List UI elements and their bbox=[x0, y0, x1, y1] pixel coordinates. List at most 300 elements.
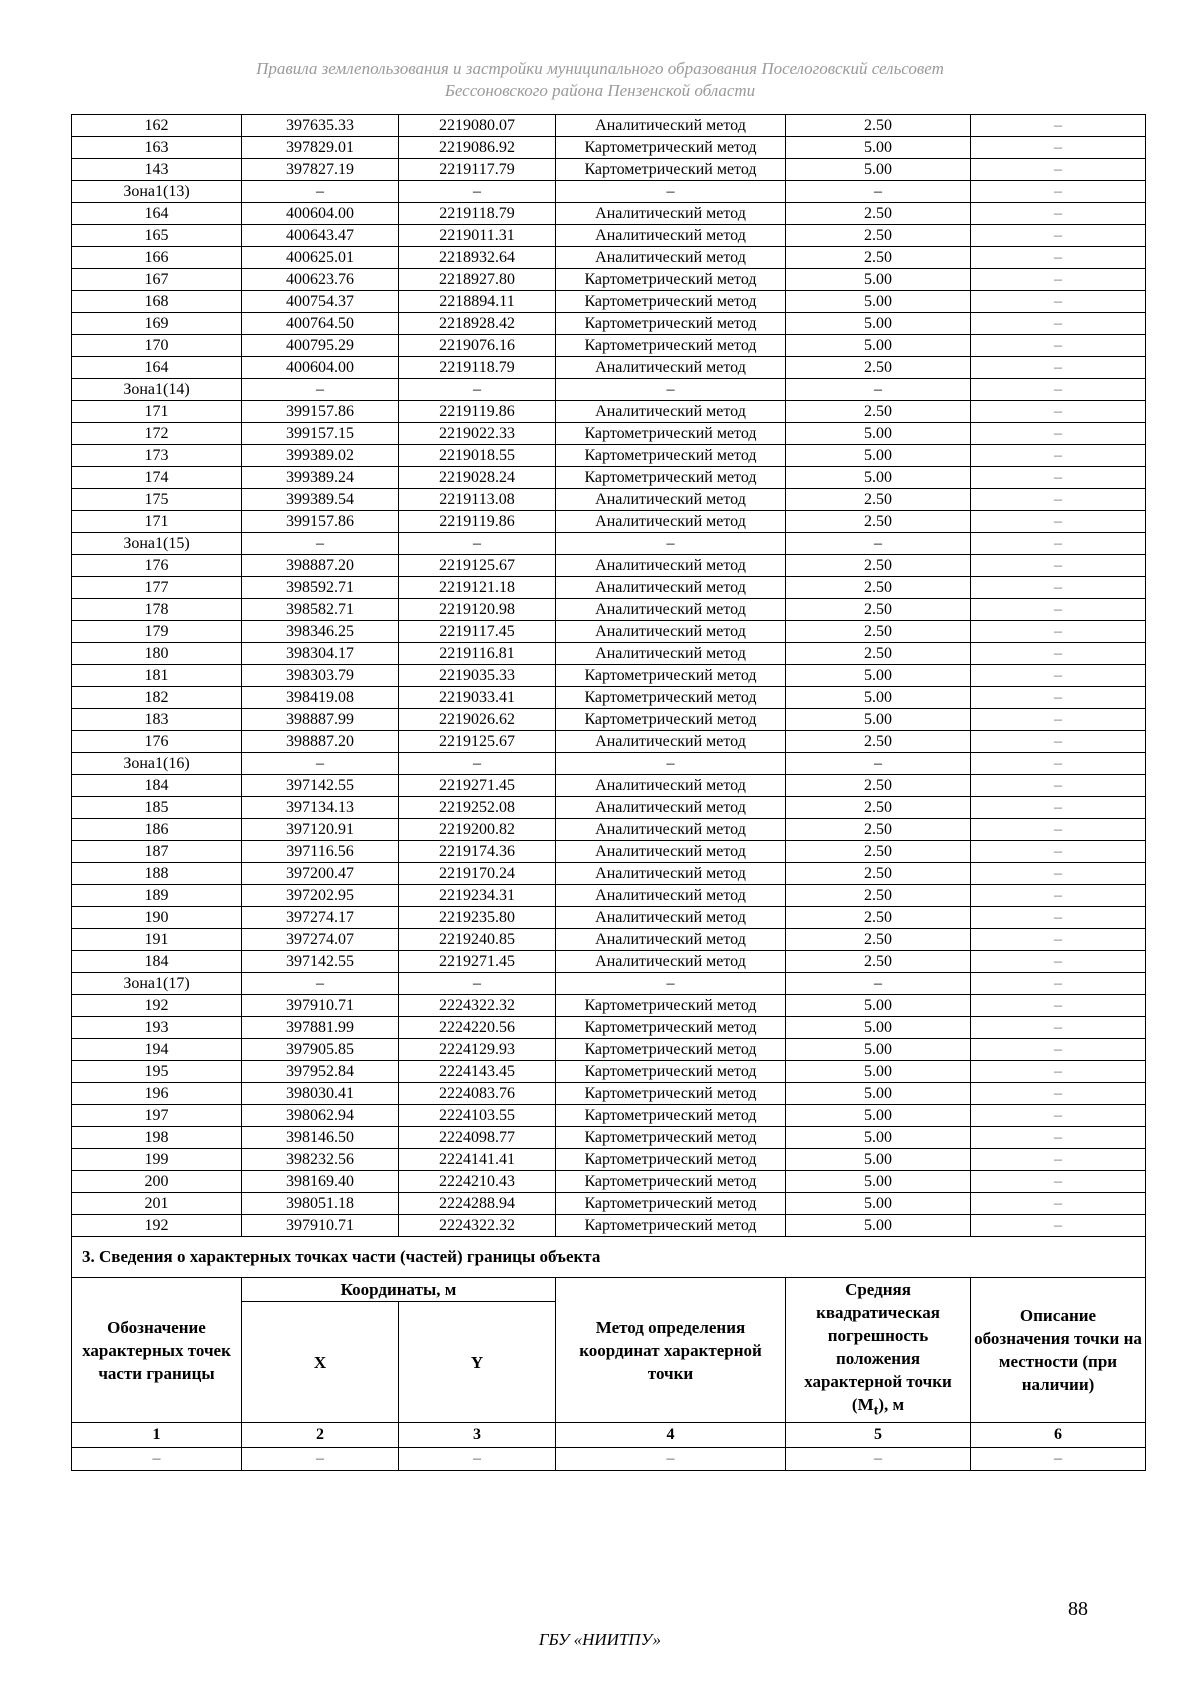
cell-coord-y: 2219121.18 bbox=[399, 577, 556, 599]
cell-point-id: 172 bbox=[72, 423, 242, 445]
cell-description: – bbox=[971, 951, 1146, 973]
cell-method: Аналитический метод bbox=[556, 797, 786, 819]
cell-coord-y: 2219086.92 bbox=[399, 137, 556, 159]
cell-coord-x: 397274.07 bbox=[242, 929, 399, 951]
cell-mean-error: 5.00 bbox=[786, 665, 971, 687]
header-mean-error-sub: t bbox=[873, 1402, 879, 1419]
cell-mean-error: 5.00 bbox=[786, 291, 971, 313]
cell-description: – bbox=[971, 357, 1146, 379]
cell-method: Картометрический метод bbox=[556, 291, 786, 313]
table-row bbox=[72, 1017, 1146, 1039]
header-mean-error bbox=[786, 1278, 971, 1423]
table-row bbox=[72, 269, 1146, 291]
cell-point-id: 190 bbox=[72, 907, 242, 929]
cell-mean-error: 2.50 bbox=[786, 951, 971, 973]
cell-mean-error: 2.50 bbox=[786, 203, 971, 225]
cell-point-id: 179 bbox=[72, 621, 242, 643]
cell-method: Картометрический метод bbox=[556, 1149, 786, 1171]
col-number-1: 1 bbox=[72, 1423, 242, 1448]
table-row bbox=[72, 467, 1146, 489]
cell-description: – bbox=[971, 1215, 1146, 1237]
cell-point-id: 168 bbox=[72, 291, 242, 313]
cell-description: – bbox=[971, 1083, 1146, 1105]
cell-mean-error: 5.00 bbox=[786, 1215, 971, 1237]
cell-coord-x: 397134.13 bbox=[242, 797, 399, 819]
cell-mean-error: 5.00 bbox=[786, 1083, 971, 1105]
cell-coord-x: 397905.85 bbox=[242, 1039, 399, 1061]
cell-coord-x: 397910.71 bbox=[242, 1215, 399, 1237]
cell-mean-error: 5.00 bbox=[786, 1171, 971, 1193]
cell-mean-error: 5.00 bbox=[786, 1127, 971, 1149]
table-row bbox=[72, 181, 1146, 203]
cell-coord-x: 398051.18 bbox=[242, 1193, 399, 1215]
table-row bbox=[72, 1215, 1146, 1237]
col-number-2: 2 bbox=[242, 1423, 399, 1448]
cell-method: Аналитический метод bbox=[556, 555, 786, 577]
cell-description: – bbox=[971, 181, 1146, 203]
cell-point-id: 182 bbox=[72, 687, 242, 709]
cell-mean-error: 5.00 bbox=[786, 335, 971, 357]
table-row bbox=[72, 885, 1146, 907]
header-y: Y bbox=[399, 1302, 556, 1423]
header-description: Описание обозначения точки на местности (при наличии) bbox=[971, 1278, 1146, 1423]
cell-description: – bbox=[971, 1127, 1146, 1149]
table-row bbox=[72, 533, 1146, 555]
cell-mean-error: 5.00 bbox=[786, 137, 971, 159]
cell-coord-x: 397120.91 bbox=[242, 819, 399, 841]
empty-cell: – bbox=[786, 1448, 971, 1471]
cell-coord-x: 397202.95 bbox=[242, 885, 399, 907]
table-row bbox=[72, 753, 1146, 775]
cell-coord-y: 2219076.16 bbox=[399, 335, 556, 357]
cell-mean-error: 2.50 bbox=[786, 885, 971, 907]
header-point-designation: Обозначение характерных точек части границы bbox=[72, 1278, 242, 1423]
cell-point-id: 197 bbox=[72, 1105, 242, 1127]
cell-mean-error: 2.50 bbox=[786, 797, 971, 819]
table-row bbox=[72, 555, 1146, 577]
cell-mean-error: 5.00 bbox=[786, 313, 971, 335]
cell-method: Аналитический метод bbox=[556, 643, 786, 665]
cell-description: – bbox=[971, 1193, 1146, 1215]
cell-coord-y: 2219033.41 bbox=[399, 687, 556, 709]
cell-description: – bbox=[971, 709, 1146, 731]
cell-coord-x: 397142.55 bbox=[242, 951, 399, 973]
table-row bbox=[72, 1083, 1146, 1105]
header-mean-error-unit: ), м bbox=[878, 1395, 905, 1414]
cell-point-id: 187 bbox=[72, 841, 242, 863]
cell-method: Аналитический метод bbox=[556, 203, 786, 225]
cell-mean-error: – bbox=[786, 181, 971, 203]
cell-mean-error: 5.00 bbox=[786, 1061, 971, 1083]
cell-description: – bbox=[971, 1039, 1146, 1061]
cell-point-id: 192 bbox=[72, 1215, 242, 1237]
cell-method: Аналитический метод bbox=[556, 489, 786, 511]
table-row bbox=[72, 1105, 1146, 1127]
cell-coord-x: 398592.71 bbox=[242, 577, 399, 599]
cell-coord-x: 398887.20 bbox=[242, 555, 399, 577]
cell-coord-y: 2219118.79 bbox=[399, 357, 556, 379]
cell-mean-error: 5.00 bbox=[786, 423, 971, 445]
table-row bbox=[72, 929, 1146, 951]
cell-method: Картометрический метод bbox=[556, 423, 786, 445]
table-row bbox=[72, 489, 1146, 511]
cell-method: Аналитический метод bbox=[556, 951, 786, 973]
cell-mean-error: 2.50 bbox=[786, 511, 971, 533]
running-header-line2: Бессоновского района Пензенской области bbox=[444, 81, 756, 100]
cell-coord-x: 397881.99 bbox=[242, 1017, 399, 1039]
cell-mean-error: 2.50 bbox=[786, 863, 971, 885]
cell-mean-error: 2.50 bbox=[786, 489, 971, 511]
cell-point-id: 173 bbox=[72, 445, 242, 467]
section3-title: 3. Сведения о характерных точках части (частей) границы объекта bbox=[72, 1237, 1146, 1278]
table-row bbox=[72, 1127, 1146, 1149]
cell-coord-x: – bbox=[242, 533, 399, 555]
cell-coord-x: 398887.20 bbox=[242, 731, 399, 753]
cell-method: Аналитический метод bbox=[556, 907, 786, 929]
table-row bbox=[72, 1061, 1146, 1083]
cell-description: – bbox=[971, 621, 1146, 643]
cell-mean-error: 2.50 bbox=[786, 401, 971, 423]
cell-coord-x: 400643.47 bbox=[242, 225, 399, 247]
cell-method: Картометрический метод bbox=[556, 687, 786, 709]
cell-coord-y: 2219035.33 bbox=[399, 665, 556, 687]
cell-description: – bbox=[971, 445, 1146, 467]
cell-point-id: 165 bbox=[72, 225, 242, 247]
cell-mean-error: 2.50 bbox=[786, 599, 971, 621]
cell-mean-error: 2.50 bbox=[786, 929, 971, 951]
cell-point-id: 195 bbox=[72, 1061, 242, 1083]
cell-method: Картометрический метод bbox=[556, 137, 786, 159]
table-row bbox=[72, 115, 1146, 137]
cell-description: – bbox=[971, 863, 1146, 885]
cell-coord-y: – bbox=[399, 379, 556, 401]
cell-coord-y: 2219235.80 bbox=[399, 907, 556, 929]
cell-method: Аналитический метод bbox=[556, 401, 786, 423]
cell-method: Аналитический метод bbox=[556, 115, 786, 137]
cell-description: – bbox=[971, 467, 1146, 489]
section3-empty-row bbox=[72, 1448, 1146, 1471]
cell-method: – bbox=[556, 379, 786, 401]
cell-coord-y: – bbox=[399, 533, 556, 555]
cell-mean-error: 5.00 bbox=[786, 687, 971, 709]
table-row bbox=[72, 159, 1146, 181]
empty-cell: – bbox=[242, 1448, 399, 1471]
cell-coord-x: 398304.17 bbox=[242, 643, 399, 665]
cell-mean-error: 2.50 bbox=[786, 357, 971, 379]
cell-method: Картометрический метод bbox=[556, 1193, 786, 1215]
cell-description: – bbox=[971, 379, 1146, 401]
cell-point-id: 194 bbox=[72, 1039, 242, 1061]
cell-coord-y: 2218894.11 bbox=[399, 291, 556, 313]
cell-coord-y: 2224143.45 bbox=[399, 1061, 556, 1083]
cell-method: Картометрический метод bbox=[556, 1039, 786, 1061]
cell-description: – bbox=[971, 511, 1146, 533]
cell-coord-y: 2219234.31 bbox=[399, 885, 556, 907]
cell-description: – bbox=[971, 841, 1146, 863]
cell-description: – bbox=[971, 533, 1146, 555]
cell-coord-x: 400795.29 bbox=[242, 335, 399, 357]
cell-coord-x: 397274.17 bbox=[242, 907, 399, 929]
cell-mean-error: 2.50 bbox=[786, 907, 971, 929]
cell-coord-x: 398303.79 bbox=[242, 665, 399, 687]
empty-cell: – bbox=[72, 1448, 242, 1471]
cell-point-id: 162 bbox=[72, 115, 242, 137]
cell-point-id: 169 bbox=[72, 313, 242, 335]
table-row bbox=[72, 665, 1146, 687]
cell-coord-y: 2219022.33 bbox=[399, 423, 556, 445]
cell-point-id: 192 bbox=[72, 995, 242, 1017]
cell-description: – bbox=[971, 577, 1146, 599]
cell-mean-error: 5.00 bbox=[786, 1193, 971, 1215]
cell-description: – bbox=[971, 1017, 1146, 1039]
cell-point-id: 185 bbox=[72, 797, 242, 819]
cell-mean-error: 2.50 bbox=[786, 247, 971, 269]
cell-mean-error: 5.00 bbox=[786, 467, 971, 489]
cell-coord-y: 2219018.55 bbox=[399, 445, 556, 467]
cell-coord-y: 2224129.93 bbox=[399, 1039, 556, 1061]
cell-coord-x: 397635.33 bbox=[242, 115, 399, 137]
table-row bbox=[72, 973, 1146, 995]
cell-point-id: 166 bbox=[72, 247, 242, 269]
cell-coord-y: – bbox=[399, 973, 556, 995]
cell-point-id: 183 bbox=[72, 709, 242, 731]
cell-coord-x: 399157.86 bbox=[242, 511, 399, 533]
cell-method: Аналитический метод bbox=[556, 863, 786, 885]
cell-coord-x: – bbox=[242, 181, 399, 203]
cell-description: – bbox=[971, 885, 1146, 907]
cell-coord-x: 400604.00 bbox=[242, 203, 399, 225]
cell-method: Аналитический метод bbox=[556, 885, 786, 907]
cell-point-id: 143 bbox=[72, 159, 242, 181]
cell-coord-x: 398062.94 bbox=[242, 1105, 399, 1127]
footer-org: ГБУ «НИИТПУ» bbox=[538, 1630, 662, 1649]
cell-coord-x: – bbox=[242, 973, 399, 995]
table-row bbox=[72, 951, 1146, 973]
cell-coord-x: 399389.54 bbox=[242, 489, 399, 511]
table-row bbox=[72, 863, 1146, 885]
cell-description: – bbox=[971, 643, 1146, 665]
cell-description: – bbox=[971, 555, 1146, 577]
cell-coord-x: 398169.40 bbox=[242, 1171, 399, 1193]
cell-coord-x: 399389.02 bbox=[242, 445, 399, 467]
cell-description: – bbox=[971, 973, 1146, 995]
cell-mean-error: – bbox=[786, 753, 971, 775]
table-row bbox=[72, 1171, 1146, 1193]
empty-cell: – bbox=[556, 1448, 786, 1471]
cell-coord-x: 397952.84 bbox=[242, 1061, 399, 1083]
cell-method: – bbox=[556, 181, 786, 203]
cell-coord-x: – bbox=[242, 379, 399, 401]
col-number-4: 4 bbox=[556, 1423, 786, 1448]
cell-method: Аналитический метод bbox=[556, 511, 786, 533]
cell-mean-error: 5.00 bbox=[786, 445, 971, 467]
cell-method: – bbox=[556, 973, 786, 995]
table-row bbox=[72, 709, 1146, 731]
cell-mean-error: – bbox=[786, 533, 971, 555]
cell-description: – bbox=[971, 687, 1146, 709]
cell-coord-x: 398030.41 bbox=[242, 1083, 399, 1105]
cell-description: – bbox=[971, 665, 1146, 687]
cell-coord-x: 397910.71 bbox=[242, 995, 399, 1017]
cell-coord-x: 398419.08 bbox=[242, 687, 399, 709]
table-row bbox=[72, 225, 1146, 247]
table-row bbox=[72, 841, 1146, 863]
cell-point-id: 184 bbox=[72, 775, 242, 797]
cell-description: – bbox=[971, 819, 1146, 841]
cell-coord-x: 398346.25 bbox=[242, 621, 399, 643]
cell-coord-x: 398232.56 bbox=[242, 1149, 399, 1171]
cell-mean-error: 2.50 bbox=[786, 225, 971, 247]
cell-description: – bbox=[971, 269, 1146, 291]
table-row bbox=[72, 995, 1146, 1017]
cell-point-id: 176 bbox=[72, 731, 242, 753]
cell-mean-error: 2.50 bbox=[786, 643, 971, 665]
cell-mean-error: 5.00 bbox=[786, 1105, 971, 1127]
cell-point-id: 177 bbox=[72, 577, 242, 599]
header-coordinates: Координаты, м bbox=[242, 1278, 556, 1302]
cell-point-id: Зона1(14) bbox=[72, 379, 242, 401]
cell-coord-y: 2219271.45 bbox=[399, 951, 556, 973]
cell-coord-y: 2219120.98 bbox=[399, 599, 556, 621]
cell-description: – bbox=[971, 929, 1146, 951]
header-method: Метод определения координат характерной точки bbox=[556, 1278, 786, 1423]
table-row bbox=[72, 731, 1146, 753]
cell-description: – bbox=[971, 291, 1146, 313]
cell-method: Картометрический метод bbox=[556, 709, 786, 731]
empty-cell: – bbox=[399, 1448, 556, 1471]
cell-mean-error: 5.00 bbox=[786, 269, 971, 291]
table-row bbox=[72, 203, 1146, 225]
cell-description: – bbox=[971, 753, 1146, 775]
cell-coord-y: 2219119.86 bbox=[399, 401, 556, 423]
cell-coord-x: 397827.19 bbox=[242, 159, 399, 181]
cell-point-id: Зона1(16) bbox=[72, 753, 242, 775]
cell-description: – bbox=[971, 423, 1146, 445]
cell-coord-x: 400604.00 bbox=[242, 357, 399, 379]
cell-coord-y: 2224083.76 bbox=[399, 1083, 556, 1105]
cell-coord-y: – bbox=[399, 181, 556, 203]
cell-method: Картометрический метод bbox=[556, 445, 786, 467]
cell-coord-x: 397142.55 bbox=[242, 775, 399, 797]
cell-method: Картометрический метод bbox=[556, 467, 786, 489]
cell-coord-y: 2219080.07 bbox=[399, 115, 556, 137]
table-row bbox=[72, 577, 1146, 599]
table-row bbox=[72, 687, 1146, 709]
cell-method: Аналитический метод bbox=[556, 841, 786, 863]
cell-point-id: 164 bbox=[72, 357, 242, 379]
cell-coord-y: 2219026.62 bbox=[399, 709, 556, 731]
cell-coord-y: 2219011.31 bbox=[399, 225, 556, 247]
cell-method: Аналитический метод bbox=[556, 225, 786, 247]
cell-description: – bbox=[971, 401, 1146, 423]
table-row bbox=[72, 775, 1146, 797]
cell-method: Картометрический метод bbox=[556, 1105, 786, 1127]
cell-coord-x: 398582.71 bbox=[242, 599, 399, 621]
cell-coord-y: 2219117.79 bbox=[399, 159, 556, 181]
cell-coord-y: 2224220.56 bbox=[399, 1017, 556, 1039]
table-row bbox=[72, 1149, 1146, 1171]
cell-description: – bbox=[971, 159, 1146, 181]
cell-coord-y: 2224210.43 bbox=[399, 1171, 556, 1193]
cell-description: – bbox=[971, 225, 1146, 247]
cell-description: – bbox=[971, 1171, 1146, 1193]
table-row bbox=[72, 907, 1146, 929]
table-row bbox=[72, 335, 1146, 357]
cell-description: – bbox=[971, 335, 1146, 357]
cell-method: Картометрический метод bbox=[556, 665, 786, 687]
cell-coord-y: 2219028.24 bbox=[399, 467, 556, 489]
cell-point-id: 167 bbox=[72, 269, 242, 291]
table-row bbox=[72, 247, 1146, 269]
table-row bbox=[72, 1193, 1146, 1215]
cell-method: Картометрический метод bbox=[556, 1083, 786, 1105]
cell-point-id: 180 bbox=[72, 643, 242, 665]
cell-coord-x: 400623.76 bbox=[242, 269, 399, 291]
col-number-5: 5 bbox=[786, 1423, 971, 1448]
table-row bbox=[72, 643, 1146, 665]
table-row bbox=[72, 379, 1146, 401]
section3-number-row bbox=[72, 1423, 1146, 1448]
table-row bbox=[72, 313, 1146, 335]
cell-mean-error: – bbox=[786, 973, 971, 995]
cell-method: Картометрический метод bbox=[556, 1215, 786, 1237]
table-row bbox=[72, 401, 1146, 423]
cell-point-id: 174 bbox=[72, 467, 242, 489]
cell-coord-x: 400625.01 bbox=[242, 247, 399, 269]
table-row bbox=[72, 797, 1146, 819]
cell-coord-x: 400764.50 bbox=[242, 313, 399, 335]
cell-mean-error: 2.50 bbox=[786, 731, 971, 753]
cell-coord-y: 2224288.94 bbox=[399, 1193, 556, 1215]
cell-method: Аналитический метод bbox=[556, 929, 786, 951]
cell-point-id: 164 bbox=[72, 203, 242, 225]
cell-description: – bbox=[971, 203, 1146, 225]
cell-coord-y: 2218928.42 bbox=[399, 313, 556, 335]
cell-description: – bbox=[971, 247, 1146, 269]
cell-description: – bbox=[971, 775, 1146, 797]
cell-method: Картометрический метод bbox=[556, 1017, 786, 1039]
cell-mean-error: 2.50 bbox=[786, 819, 971, 841]
cell-method: – bbox=[556, 753, 786, 775]
cell-method: Картометрический метод bbox=[556, 335, 786, 357]
cell-description: – bbox=[971, 731, 1146, 753]
cell-point-id: 178 bbox=[72, 599, 242, 621]
cell-method: Аналитический метод bbox=[556, 775, 786, 797]
cell-method: Картометрический метод bbox=[556, 269, 786, 291]
running-header-line1: Правила землепользования и застройки муниципального образования Поселоговский сельсовет bbox=[256, 59, 944, 78]
cell-point-id: 199 bbox=[72, 1149, 242, 1171]
section3-title-row bbox=[72, 1237, 1146, 1278]
cell-point-id: Зона1(17) bbox=[72, 973, 242, 995]
cell-coord-y: 2219125.67 bbox=[399, 731, 556, 753]
cell-mean-error: 2.50 bbox=[786, 555, 971, 577]
table-row bbox=[72, 357, 1146, 379]
coordinates-table-body bbox=[72, 115, 1146, 1237]
table-row bbox=[72, 599, 1146, 621]
cell-mean-error: 5.00 bbox=[786, 159, 971, 181]
cell-coord-x: 399389.24 bbox=[242, 467, 399, 489]
cell-coord-x: 397200.47 bbox=[242, 863, 399, 885]
cell-coord-y: 2219119.86 bbox=[399, 511, 556, 533]
cell-point-id: 184 bbox=[72, 951, 242, 973]
cell-method: Аналитический метод bbox=[556, 357, 786, 379]
cell-coord-x: – bbox=[242, 753, 399, 775]
cell-coord-x: 400754.37 bbox=[242, 291, 399, 313]
cell-point-id: 163 bbox=[72, 137, 242, 159]
cell-method: – bbox=[556, 533, 786, 555]
cell-coord-y: – bbox=[399, 753, 556, 775]
table-row bbox=[72, 621, 1146, 643]
